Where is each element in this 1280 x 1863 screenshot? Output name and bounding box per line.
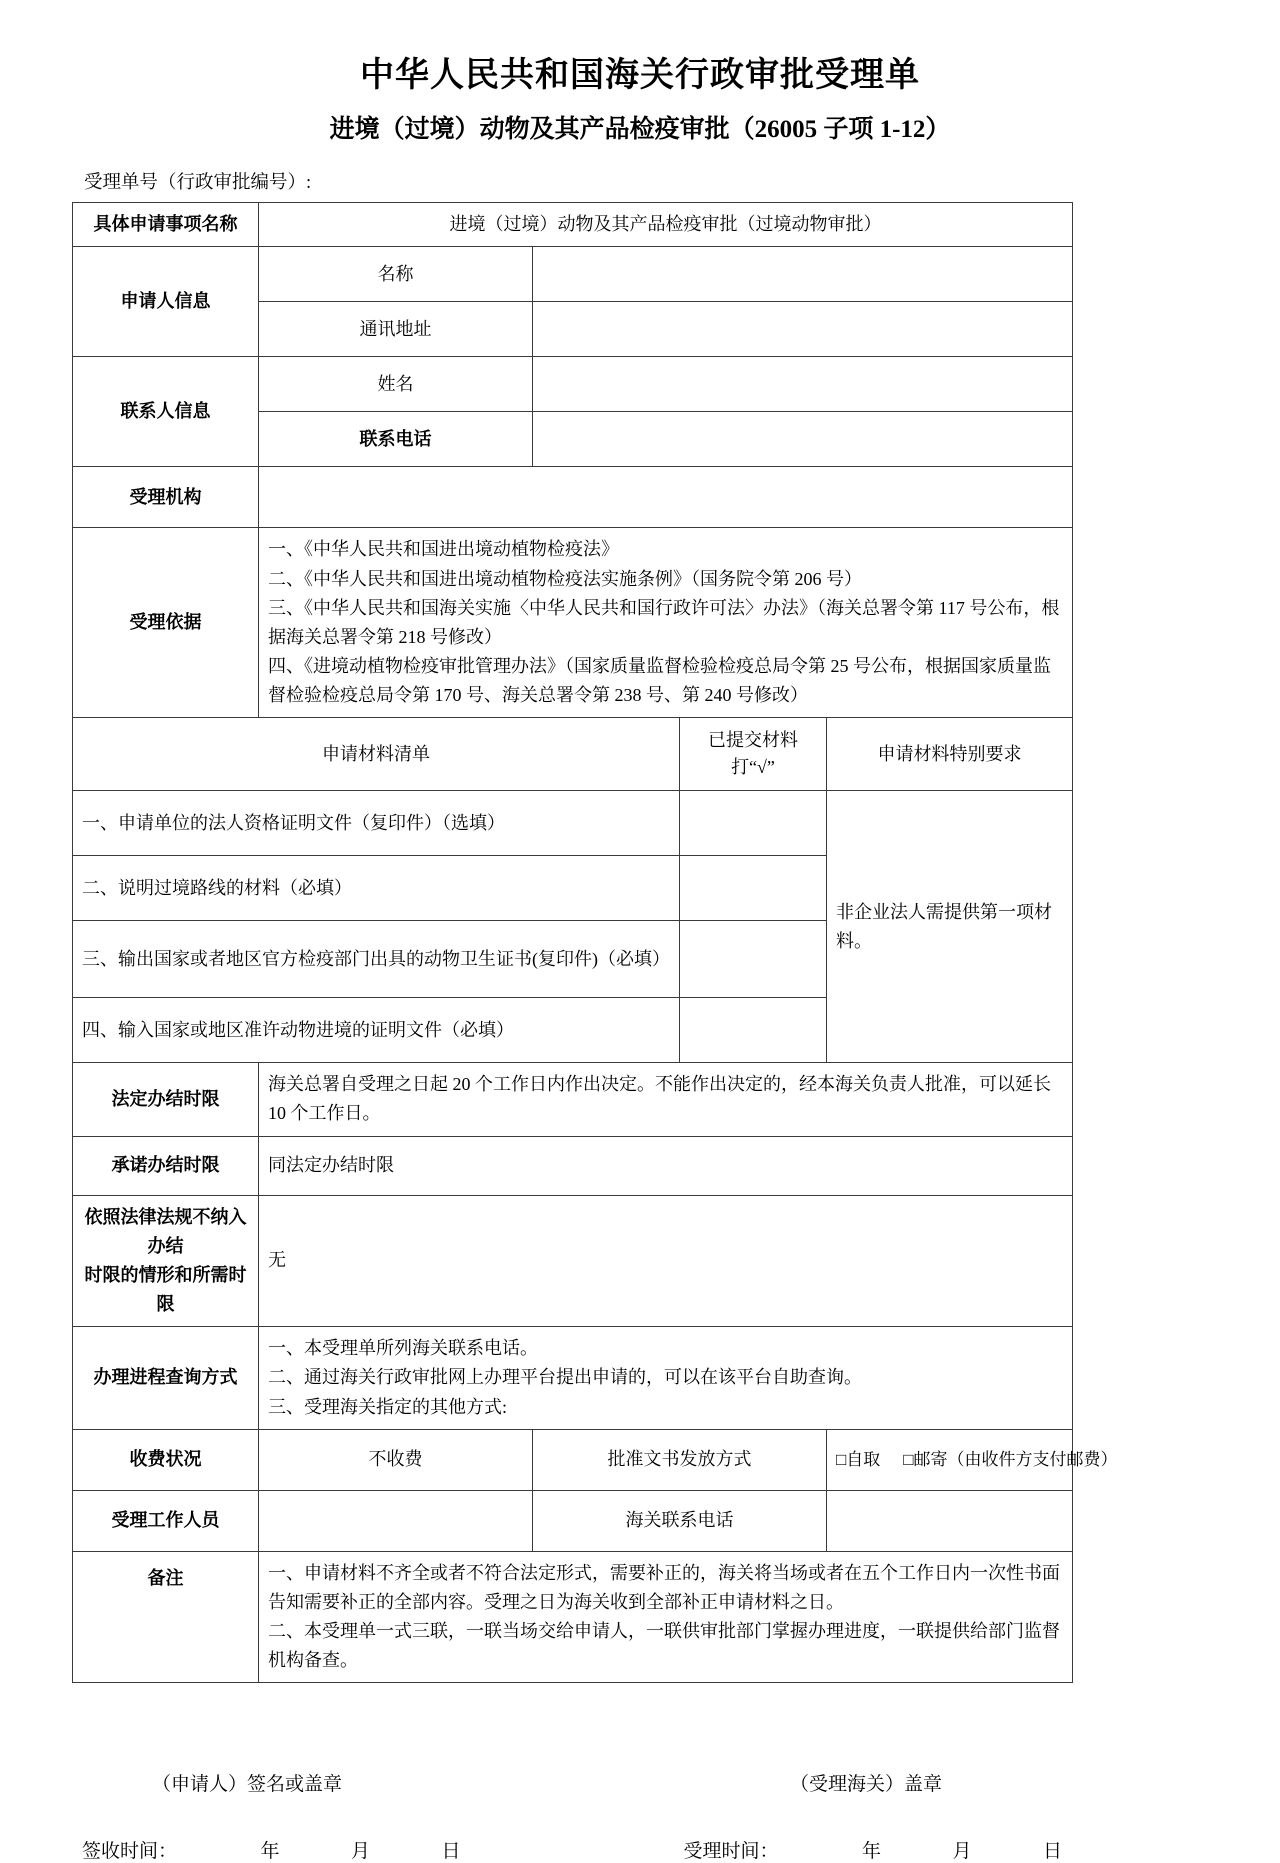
table-row-item-name bbox=[73, 203, 1073, 247]
statutory-limit-value: 海关总署自受理之日起 20 个工作日内作出决定。不能作出决定的，经本海关负责人批准，可以延长 10 个工作日。 bbox=[259, 1063, 1073, 1136]
progress-inquiry-content bbox=[259, 1327, 1073, 1429]
fee-status-label: 收费状况 bbox=[73, 1429, 259, 1490]
legal-basis-item-3: 三、《中华人民共和国海关实施〈中华人民共和国行政许可法〉办法》（海关总署令第 117 号公布，根据海关总署令第 218 号修改） bbox=[268, 597, 1060, 647]
delivery-options bbox=[827, 1429, 1118, 1490]
promised-limit-label: 承诺办结时限 bbox=[73, 1136, 259, 1195]
material-checkbox-4[interactable] bbox=[680, 998, 827, 1063]
material-checkbox-3[interactable] bbox=[680, 921, 827, 998]
materials-special-header: 申请材料特别要求 bbox=[827, 718, 1073, 791]
receipt-day: 日 bbox=[441, 1841, 461, 1863]
legal-basis-content bbox=[259, 528, 1073, 718]
agency-field[interactable] bbox=[259, 467, 1073, 528]
legal-basis-item-2: 二、《中华人民共和国进出境动植物检疫法实施条例》（国务院令第 206 号） bbox=[268, 568, 862, 589]
progress-inquiry-label: 办理进程查询方式 bbox=[73, 1327, 259, 1429]
receipt-year: 年 bbox=[260, 1841, 280, 1863]
applicant-name-field[interactable] bbox=[533, 247, 1073, 302]
material-checkbox-2[interactable] bbox=[680, 856, 827, 921]
delivery-option-self-pickup[interactable]: □自取 bbox=[836, 1450, 881, 1470]
table-row-progress-inquiry bbox=[73, 1327, 1073, 1429]
materials-special-note: 非企业法人需提供第一项材料。 bbox=[827, 791, 1073, 1063]
applicant-signature-label: （申请人）签名或盖章 bbox=[152, 1774, 343, 1796]
materials-submitted-header-line1: 已提交材料 bbox=[708, 730, 798, 751]
statutory-limit-label: 法定办结时限 bbox=[73, 1063, 259, 1136]
excluded-limit-value: 无 bbox=[259, 1195, 1073, 1327]
material-item-1: 一、申请单位的法人资格证明文件（复印件）（选填） bbox=[73, 791, 680, 856]
table-row-remarks bbox=[73, 1551, 1073, 1683]
legal-basis-label: 受理依据 bbox=[73, 528, 259, 718]
table-row-applicant-name bbox=[73, 247, 1073, 302]
table-row-material-1 bbox=[73, 791, 1073, 856]
applicant-name-label: 名称 bbox=[259, 247, 533, 302]
table-row-staff-phone bbox=[73, 1490, 1073, 1551]
progress-inquiry-item-1: 一、本受理单所列海关联系电话。 bbox=[268, 1338, 538, 1359]
signature-area bbox=[72, 1769, 1072, 1863]
applicant-info-label: 申请人信息 bbox=[73, 247, 259, 357]
excluded-limit-label-line1: 依照法律法规不纳入办结 bbox=[84, 1206, 247, 1256]
item-name-label: 具体申请事项名称 bbox=[73, 203, 259, 247]
material-item-4: 四、输入国家或地区准许动物进境的证明文件（必填） bbox=[73, 998, 680, 1063]
materials-list-header: 申请材料清单 bbox=[73, 718, 680, 791]
table-row-statutory-limit bbox=[73, 1063, 1073, 1136]
delivery-option-mail[interactable]: □邮寄（由收件方支付邮费） bbox=[903, 1450, 1118, 1470]
item-name-value: 进境（过境）动物及其产品检疫审批（过境动物审批） bbox=[259, 203, 1073, 247]
remarks-item-2: 二、本受理单一式三联，一联当场交给申请人，一联供审批部门掌握办理进度，一联提供给部门监督机构备查。 bbox=[268, 1621, 1060, 1671]
table-row-excluded-limit bbox=[73, 1195, 1073, 1327]
contact-phone-label: 联系电话 bbox=[259, 412, 533, 467]
customs-phone-field[interactable] bbox=[827, 1490, 1073, 1551]
table-row-fee-delivery bbox=[73, 1429, 1073, 1490]
table-row-legal-basis bbox=[73, 528, 1073, 718]
delivery-method-label: 批准文书发放方式 bbox=[533, 1429, 827, 1490]
accept-month: 月 bbox=[952, 1841, 972, 1863]
table-row-promised-limit bbox=[73, 1136, 1073, 1195]
remarks-item-1: 一、申请材料不齐全或者不符合法定形式，需要补正的，海关将当场或者在五个工作日内一次性书面告知需要补正的全部内容。受理之日为海关收到全部补正申请材料之日。 bbox=[268, 1562, 1060, 1612]
page-title: 中华人民共和国海关行政审批受理单 bbox=[360, 57, 920, 94]
receipt-month: 月 bbox=[351, 1841, 371, 1863]
contact-name-label: 姓名 bbox=[259, 357, 533, 412]
remarks-content bbox=[259, 1551, 1073, 1683]
customs-seal-label: （受理海关）盖章 bbox=[789, 1774, 942, 1796]
material-checkbox-1[interactable] bbox=[680, 791, 827, 856]
customs-phone-label: 海关联系电话 bbox=[533, 1490, 827, 1551]
legal-basis-item-1: 一、《中华人民共和国进出境动植物检疫法》 bbox=[268, 539, 619, 560]
applicant-address-label: 通讯地址 bbox=[259, 302, 533, 357]
page-subtitle: 进境（过境）动物及其产品检疫审批（26005 子项 1-12） bbox=[329, 115, 951, 143]
excluded-limit-label bbox=[73, 1195, 259, 1327]
material-item-2: 二、说明过境路线的材料（必填） bbox=[73, 856, 680, 921]
signature-dates-row bbox=[72, 1836, 1072, 1863]
excluded-limit-label-line2: 时限的情形和所需时限 bbox=[84, 1264, 247, 1315]
contact-info-label: 联系人信息 bbox=[73, 357, 259, 467]
receipt-time-label: 签收时间： bbox=[82, 1841, 178, 1863]
progress-inquiry-item-3: 三、受理海关指定的其他方式: bbox=[268, 1396, 507, 1417]
applicant-address-field[interactable] bbox=[533, 302, 1073, 357]
table-row-contact-name bbox=[73, 357, 1073, 412]
progress-inquiry-item-2: 二、通过海关行政审批网上办理平台提出申请的，可以在该平台自助查询。 bbox=[268, 1367, 862, 1388]
agency-label: 受理机构 bbox=[73, 467, 259, 528]
accept-date-group bbox=[683, 1836, 1062, 1863]
doc-number-label: 受理单号（行政审批编号）: bbox=[84, 173, 312, 194]
promised-limit-value: 同法定办结时限 bbox=[259, 1136, 1073, 1195]
material-item-3: 三、输出国家或者地区官方检疫部门出具的动物卫生证书(复印件)（必填） bbox=[73, 921, 680, 998]
accept-time-label: 受理时间： bbox=[683, 1841, 779, 1863]
staff-field[interactable] bbox=[259, 1490, 533, 1551]
legal-basis-item-4: 四、《进境动植物检疫审批管理办法》（国家质量监督检验检疫总局令第 25 号公布，根据国家质量监督检验检疫总局令第 170 号、海关总署令第 238 号、第 240 号修改） bbox=[268, 655, 1051, 706]
signature-labels-row bbox=[72, 1769, 1072, 1796]
staff-label: 受理工作人员 bbox=[73, 1490, 259, 1551]
contact-name-field[interactable] bbox=[533, 357, 1073, 412]
accept-year: 年 bbox=[861, 1841, 881, 1863]
table-row-agency bbox=[73, 467, 1073, 528]
materials-submitted-header-line2: 打“√” bbox=[731, 757, 775, 778]
contact-phone-field[interactable] bbox=[533, 412, 1073, 467]
receipt-date-group bbox=[82, 1836, 461, 1863]
approval-form-table bbox=[72, 202, 1118, 1683]
materials-submitted-header bbox=[680, 718, 827, 791]
remarks-label: 备注 bbox=[73, 1551, 259, 1683]
accept-day: 日 bbox=[1042, 1841, 1062, 1863]
table-row-materials-header bbox=[73, 718, 1073, 791]
fee-status-value: 不收费 bbox=[259, 1429, 533, 1490]
